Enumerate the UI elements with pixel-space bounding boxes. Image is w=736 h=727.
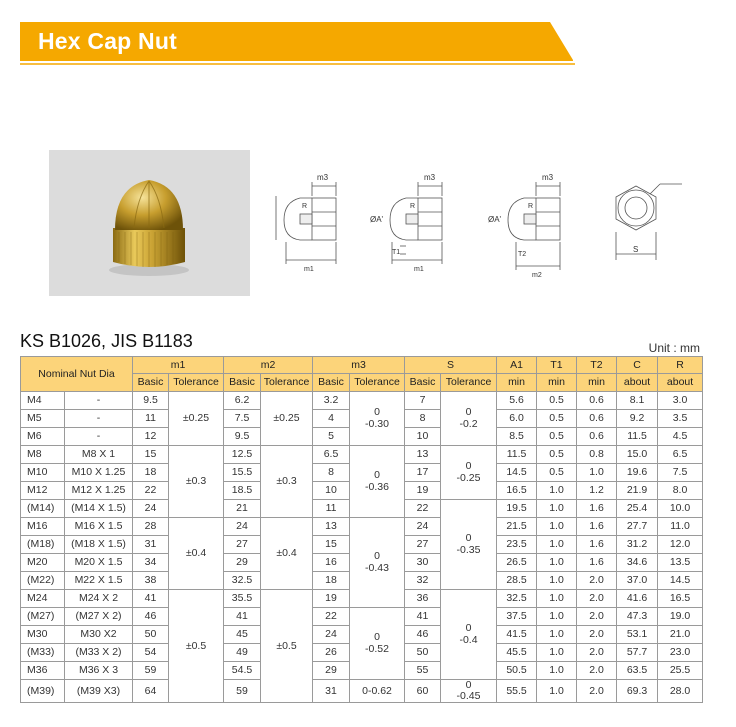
m3-basic-cell: 13 [313, 518, 350, 536]
r-about-cell: 12.0 [658, 536, 703, 554]
s-basic-cell: 46 [405, 626, 441, 644]
top-view-drawing [600, 168, 690, 268]
dim-label-a1-2: ØA' [370, 215, 384, 224]
t2-min-cell: 1.6 [577, 536, 617, 554]
nominal-dia-cell: M16 [21, 518, 65, 536]
dim-label-r-3: R [528, 203, 534, 210]
nominal-fine-thread-cell: (M33 X 2) [65, 644, 133, 662]
m3-basic-cell: 15 [313, 536, 350, 554]
m3-basic-cell: 22 [313, 608, 350, 626]
a1-min-cell: 23.5 [497, 536, 537, 554]
m3-basic-cell: 19 [313, 590, 350, 608]
m3-basic-cell: 11 [313, 500, 350, 518]
m3-tolerance-cell-upper: 0 [374, 469, 380, 482]
r-about-cell: 25.5 [658, 662, 703, 680]
m3-tolerance-cell [350, 608, 405, 680]
m1-tolerance-cell: ±0.25 [169, 392, 224, 446]
nominal-fine-thread-cell: M20 X 1.5 [65, 554, 133, 572]
m2-tolerance-cell: ±0.25 [261, 392, 313, 446]
nominal-dia-cell: (M14) [21, 500, 65, 518]
t1-min-cell: 1.0 [537, 590, 577, 608]
m1-tolerance-cell: ±0.3 [169, 446, 224, 518]
r-about-cell: 23.0 [658, 644, 703, 662]
t2-min-cell: 1.6 [577, 554, 617, 572]
dim-label-m3-2: m3 [424, 173, 436, 182]
m3-basic-cell: 18 [313, 572, 350, 590]
m1-basic-cell: 18 [133, 464, 169, 482]
m3-tolerance-cell-upper: 0 [374, 550, 380, 563]
c-about-cell: 9.2 [617, 410, 658, 428]
s-basic-cell: 7 [405, 392, 441, 410]
s-tolerance-cell-upper: 0 [465, 406, 472, 419]
t2-min-cell: 2.0 [577, 608, 617, 626]
m3-tolerance-cell-lower: -0.52 [365, 642, 389, 655]
c-about-cell: 19.6 [617, 464, 658, 482]
c-about-cell: 69.3 [617, 680, 658, 703]
s-tolerance-cell [441, 446, 497, 500]
dim-label-a1-3: ØA' [488, 215, 502, 224]
nominal-dia-cell: M24 [21, 590, 65, 608]
m3-tolerance-cell-upper: 0 [374, 406, 380, 419]
a1-min-cell: 37.5 [497, 608, 537, 626]
dim-label-r-1: R [302, 203, 308, 210]
s-tolerance-cell [441, 500, 497, 590]
nominal-dia-cell: M12 [21, 482, 65, 500]
m1-basic-cell: 46 [133, 608, 169, 626]
title-banner [20, 22, 575, 64]
c-about-cell: 25.4 [617, 500, 658, 518]
t1-min-cell: 0.5 [537, 410, 577, 428]
m2-tolerance-cell: ±0.5 [261, 590, 313, 703]
m1-basic-cell: 31 [133, 536, 169, 554]
subheader-tolerance: Tolerance [441, 374, 497, 392]
product-photo [49, 150, 250, 296]
m2-basic-cell: 54.5 [224, 662, 261, 680]
r-about-cell: 3.0 [658, 392, 703, 410]
m2-basic-cell: 24 [224, 518, 261, 536]
m3-basic-cell: 10 [313, 482, 350, 500]
s-basic-cell: 13 [405, 446, 441, 464]
m3-tolerance-cell-upper: 0-0.62 [362, 684, 392, 697]
s-basic-cell: 17 [405, 464, 441, 482]
s-tolerance-cell-lower: -0.45 [456, 690, 481, 703]
s-basic-cell: 32 [405, 572, 441, 590]
t2-min-cell: 2.0 [577, 662, 617, 680]
side-view-drawing-2 [368, 168, 456, 273]
t1-min-cell: 0.5 [537, 446, 577, 464]
nominal-fine-thread-cell: (M39 X3) [65, 680, 133, 703]
s-basic-cell: 22 [405, 500, 441, 518]
a1-min-cell: 26.5 [497, 554, 537, 572]
r-about-cell: 7.5 [658, 464, 703, 482]
dim-label-m2: m2 [532, 272, 542, 279]
dim-label-m3-3: m3 [542, 173, 554, 182]
c-about-cell: 57.7 [617, 644, 658, 662]
nominal-fine-thread-cell: (M14 X 1.5) [65, 500, 133, 518]
nominal-fine-thread-cell: M36 X 3 [65, 662, 133, 680]
r-about-cell: 8.0 [658, 482, 703, 500]
m1-tolerance-cell: ±0.5 [169, 590, 224, 703]
nominal-fine-thread-cell: M24 X 2 [65, 590, 133, 608]
m2-basic-cell: 6.2 [224, 392, 261, 410]
r-about-cell: 6.5 [658, 446, 703, 464]
r-about-cell: 28.0 [658, 680, 703, 703]
unit-label: Unit : mm [648, 341, 700, 355]
nominal-dia-cell: (M33) [21, 644, 65, 662]
m3-basic-cell: 26 [313, 644, 350, 662]
m1-basic-cell: 59 [133, 662, 169, 680]
a1-min-cell: 6.0 [497, 410, 537, 428]
m2-basic-cell: 15.5 [224, 464, 261, 482]
nominal-fine-thread-cell: - [65, 428, 133, 446]
m3-basic-cell: 6.5 [313, 446, 350, 464]
a1-min-cell: 14.5 [497, 464, 537, 482]
a1-min-cell: 32.5 [497, 590, 537, 608]
s-tolerance-cell-lower: -0.2 [459, 417, 478, 430]
m2-basic-cell: 9.5 [224, 428, 261, 446]
m3-basic-cell: 29 [313, 662, 350, 680]
r-about-cell: 14.5 [658, 572, 703, 590]
header-t2: T2 [577, 357, 617, 374]
a1-min-cell: 50.5 [497, 662, 537, 680]
t1-min-cell: 0.5 [537, 428, 577, 446]
m2-basic-cell: 59 [224, 680, 261, 703]
m1-basic-cell: 15 [133, 446, 169, 464]
s-basic-cell: 27 [405, 536, 441, 554]
s-tolerance-cell-lower: -0.4 [459, 633, 478, 646]
s-tolerance-cell [441, 392, 497, 446]
m2-tolerance-cell: ±0.4 [261, 518, 313, 590]
header-r: R [658, 357, 703, 374]
s-tolerance-cell [441, 590, 497, 680]
a1-min-cell: 16.5 [497, 482, 537, 500]
nominal-fine-thread-cell: - [65, 410, 133, 428]
m2-basic-cell: 18.5 [224, 482, 261, 500]
subheader-min: min [497, 374, 537, 392]
a1-min-cell: 11.5 [497, 446, 537, 464]
m3-basic-cell: 24 [313, 626, 350, 644]
subheader-min: min [577, 374, 617, 392]
s-basic-cell: 19 [405, 482, 441, 500]
t1-min-cell: 1.0 [537, 572, 577, 590]
m2-basic-cell: 21 [224, 500, 261, 518]
r-about-cell: 4.5 [658, 428, 703, 446]
m1-basic-cell: 34 [133, 554, 169, 572]
standard-title: KS B1026, JIS B1183 [20, 331, 193, 351]
t2-min-cell: 2.0 [577, 572, 617, 590]
nominal-fine-thread-cell: (M27 X 2) [65, 608, 133, 626]
t2-min-cell: 1.6 [577, 500, 617, 518]
m2-basic-cell: 12.5 [224, 446, 261, 464]
s-basic-cell: 41 [405, 608, 441, 626]
header-t1: T1 [537, 357, 577, 374]
nominal-dia-cell: (M27) [21, 608, 65, 626]
t1-min-cell: 1.0 [537, 608, 577, 626]
t1-min-cell: 1.0 [537, 680, 577, 703]
a1-min-cell: 45.5 [497, 644, 537, 662]
m2-basic-cell: 29 [224, 554, 261, 572]
t2-min-cell: 2.0 [577, 644, 617, 662]
t1-min-cell: 0.5 [537, 392, 577, 410]
nominal-dia-cell: (M22) [21, 572, 65, 590]
m2-basic-cell: 41 [224, 608, 261, 626]
nominal-dia-cell: (M39) [21, 680, 65, 703]
subheader-basic: Basic [224, 374, 261, 392]
subheader-basic: Basic [133, 374, 169, 392]
m1-basic-cell: 38 [133, 572, 169, 590]
t1-min-cell: 1.0 [537, 662, 577, 680]
nominal-fine-thread-cell: M8 X 1 [65, 446, 133, 464]
m3-basic-cell: 3.2 [313, 392, 350, 410]
m3-tolerance-cell-lower: -0.43 [365, 561, 389, 574]
t2-min-cell: 0.6 [577, 392, 617, 410]
spec-table-body [21, 392, 703, 703]
header-c: C [617, 357, 658, 374]
r-about-cell: 19.0 [658, 608, 703, 626]
m1-basic-cell: 54 [133, 644, 169, 662]
m2-basic-cell: 32.5 [224, 572, 261, 590]
m2-basic-cell: 7.5 [224, 410, 261, 428]
side-view-drawing-3 [486, 168, 574, 280]
t2-min-cell: 0.6 [577, 410, 617, 428]
t2-min-cell: 2.0 [577, 590, 617, 608]
m1-basic-cell: 22 [133, 482, 169, 500]
s-basic-cell: 8 [405, 410, 441, 428]
subheader-basic: Basic [405, 374, 441, 392]
c-about-cell: 8.1 [617, 392, 658, 410]
t1-min-cell: 1.0 [537, 482, 577, 500]
c-about-cell: 31.2 [617, 536, 658, 554]
table-row [21, 392, 703, 410]
m1-basic-cell: 24 [133, 500, 169, 518]
m3-basic-cell: 4 [313, 410, 350, 428]
t1-min-cell: 1.0 [537, 644, 577, 662]
nominal-fine-thread-cell: M30 X2 [65, 626, 133, 644]
m1-tolerance-cell: ±0.4 [169, 518, 224, 590]
nominal-dia-cell: M8 [21, 446, 65, 464]
m3-basic-cell: 5 [313, 428, 350, 446]
a1-min-cell: 8.5 [497, 428, 537, 446]
table-row [21, 446, 703, 464]
m3-tolerance-cell [350, 446, 405, 518]
nominal-dia-cell: M36 [21, 662, 65, 680]
dim-label-m1-1: m1 [304, 266, 314, 273]
m3-tolerance-cell-lower: -0.36 [365, 480, 389, 493]
m2-basic-cell: 35.5 [224, 590, 261, 608]
nominal-dia-cell: M6 [21, 428, 65, 446]
header-s: S [405, 357, 497, 374]
m1-basic-cell: 28 [133, 518, 169, 536]
a1-min-cell: 28.5 [497, 572, 537, 590]
nominal-fine-thread-cell: M22 X 1.5 [65, 572, 133, 590]
m1-basic-cell: 64 [133, 680, 169, 703]
s-tolerance-cell-lower: -0.25 [456, 471, 481, 484]
nominal-dia-cell: M10 [21, 464, 65, 482]
t2-min-cell: 2.0 [577, 680, 617, 703]
dim-label-t1: T1 [392, 249, 401, 256]
r-about-cell: 21.0 [658, 626, 703, 644]
s-tolerance-cell-upper: 0 [465, 460, 472, 473]
nominal-fine-thread-cell: (M18 X 1.5) [65, 536, 133, 554]
subheader-tolerance: Tolerance [169, 374, 224, 392]
m3-basic-cell: 8 [313, 464, 350, 482]
s-basic-cell: 55 [405, 662, 441, 680]
m1-basic-cell: 11 [133, 410, 169, 428]
dim-label-s: S [633, 245, 639, 254]
s-basic-cell: 24 [405, 518, 441, 536]
dim-label-r-2: R [410, 203, 416, 210]
s-basic-cell: 36 [405, 590, 441, 608]
nominal-dia-cell: M20 [21, 554, 65, 572]
r-about-cell: 3.5 [658, 410, 703, 428]
t2-min-cell: 1.2 [577, 482, 617, 500]
m3-tolerance-cell [350, 518, 405, 608]
nominal-fine-thread-cell: M12 X 1.25 [65, 482, 133, 500]
header-m2: m2 [224, 357, 313, 374]
nominal-dia-cell: M5 [21, 410, 65, 428]
nominal-dia-cell: M4 [21, 392, 65, 410]
t1-min-cell: 1.0 [537, 500, 577, 518]
dim-label-m1-2: m1 [414, 266, 424, 273]
table-row [21, 608, 703, 626]
s-basic-cell: 30 [405, 554, 441, 572]
m3-tolerance-cell-upper: 0 [374, 631, 380, 644]
c-about-cell: 11.5 [617, 428, 658, 446]
m3-tolerance-cell [350, 392, 405, 446]
t2-min-cell: 2.0 [577, 626, 617, 644]
m2-basic-cell: 49 [224, 644, 261, 662]
subheader-tolerance: Tolerance [350, 374, 405, 392]
s-tolerance-cell-upper: 0 [465, 622, 472, 635]
r-about-cell: 10.0 [658, 500, 703, 518]
a1-min-cell: 55.5 [497, 680, 537, 703]
m3-tolerance-cell [350, 680, 405, 703]
a1-min-cell: 19.5 [497, 500, 537, 518]
t2-min-cell: 0.6 [577, 428, 617, 446]
m1-basic-cell: 41 [133, 590, 169, 608]
c-about-cell: 15.0 [617, 446, 658, 464]
m3-basic-cell: 16 [313, 554, 350, 572]
t2-min-cell: 0.8 [577, 446, 617, 464]
spec-table [20, 356, 703, 703]
nominal-fine-thread-cell: - [65, 392, 133, 410]
s-tolerance-cell-upper: 0 [465, 679, 472, 691]
c-about-cell: 47.3 [617, 608, 658, 626]
c-about-cell: 63.5 [617, 662, 658, 680]
nominal-fine-thread-cell: M10 X 1.25 [65, 464, 133, 482]
s-tolerance-cell [441, 680, 497, 703]
header-nominal: Nominal Nut Dia [21, 357, 133, 392]
s-basic-cell: 60 [405, 680, 441, 703]
s-tolerance-cell-upper: 0 [465, 532, 472, 545]
m2-basic-cell: 45 [224, 626, 261, 644]
t2-min-cell: 1.0 [577, 464, 617, 482]
m3-tolerance-cell-lower: -0.30 [365, 417, 389, 430]
c-about-cell: 27.7 [617, 518, 658, 536]
header-a1: A1 [497, 357, 537, 374]
m1-basic-cell: 12 [133, 428, 169, 446]
subheader-min: min [537, 374, 577, 392]
s-basic-cell: 10 [405, 428, 441, 446]
c-about-cell: 53.1 [617, 626, 658, 644]
header-m3: m3 [313, 357, 405, 374]
a1-min-cell: 5.6 [497, 392, 537, 410]
header-m1: m1 [133, 357, 224, 374]
t1-min-cell: 1.0 [537, 518, 577, 536]
t2-min-cell: 1.6 [577, 518, 617, 536]
s-basic-cell: 50 [405, 644, 441, 662]
t1-min-cell: 1.0 [537, 554, 577, 572]
c-about-cell: 34.6 [617, 554, 658, 572]
r-about-cell: 16.5 [658, 590, 703, 608]
nominal-dia-cell: (M18) [21, 536, 65, 554]
m3-basic-cell: 31 [313, 680, 350, 703]
a1-min-cell: 41.5 [497, 626, 537, 644]
side-view-drawing-1 [270, 168, 350, 273]
subheader-about: about [658, 374, 703, 392]
dim-label-t2: T2 [518, 251, 527, 258]
page-title: Hex Cap Nut [38, 28, 177, 54]
subheader-tolerance: Tolerance [261, 374, 313, 392]
nominal-fine-thread-cell: M16 X 1.5 [65, 518, 133, 536]
t1-min-cell: 0.5 [537, 464, 577, 482]
t1-min-cell: 1.0 [537, 536, 577, 554]
a1-min-cell: 21.5 [497, 518, 537, 536]
c-about-cell: 41.6 [617, 590, 658, 608]
s-tolerance-cell-lower: -0.35 [456, 543, 481, 556]
r-about-cell: 13.5 [658, 554, 703, 572]
dim-label-m3-1: m3 [317, 173, 329, 182]
m1-basic-cell: 9.5 [133, 392, 169, 410]
c-about-cell: 21.9 [617, 482, 658, 500]
m2-basic-cell: 27 [224, 536, 261, 554]
r-about-cell: 11.0 [658, 518, 703, 536]
table-row [21, 680, 703, 703]
subheader-about: about [617, 374, 658, 392]
table-row [21, 518, 703, 536]
m1-basic-cell: 50 [133, 626, 169, 644]
nominal-dia-cell: M30 [21, 626, 65, 644]
c-about-cell: 37.0 [617, 572, 658, 590]
subheader-basic: Basic [313, 374, 350, 392]
m2-tolerance-cell: ±0.3 [261, 446, 313, 518]
t1-min-cell: 1.0 [537, 626, 577, 644]
